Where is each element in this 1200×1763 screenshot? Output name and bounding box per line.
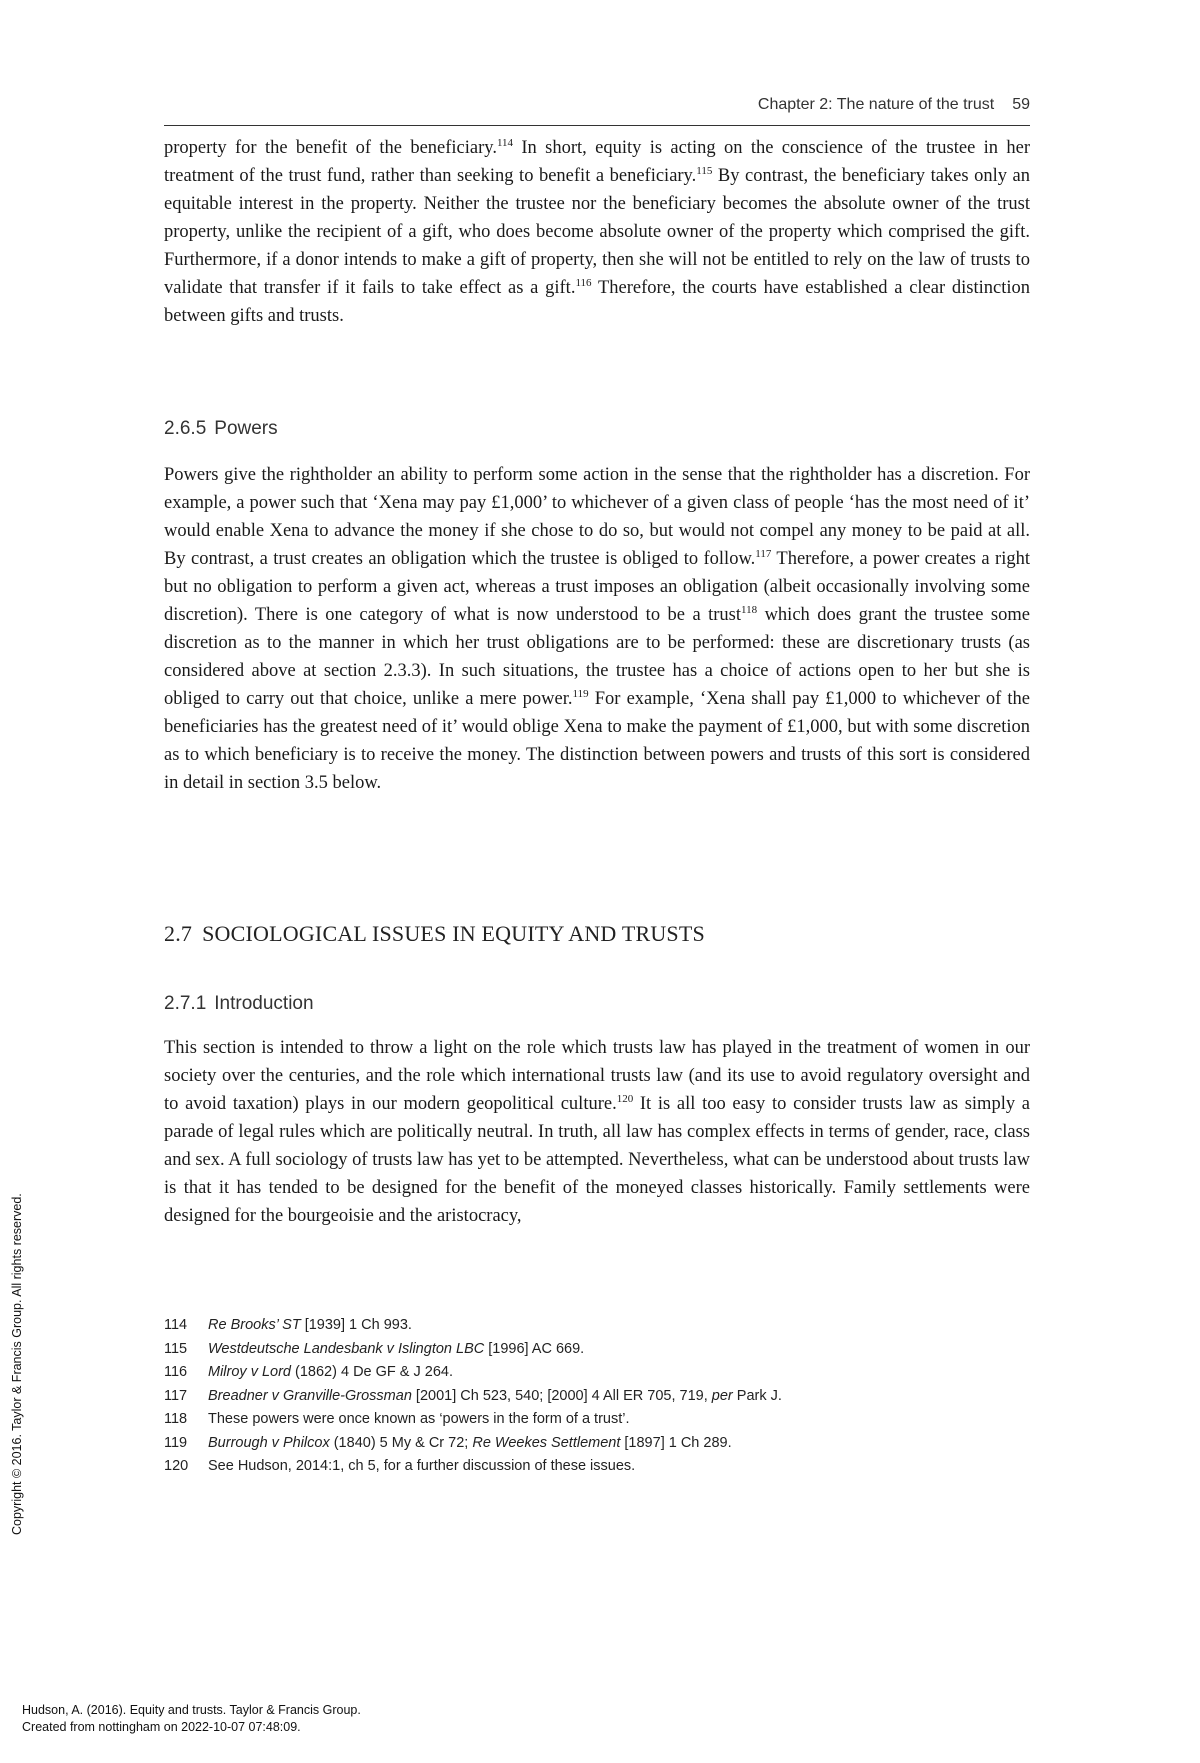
source-citation <box>22 1702 361 1736</box>
footnotes-list <box>164 1314 1030 1479</box>
citation-line-2: Created from nottingham on 2022-10-07 07:48:09. <box>22 1720 301 1734</box>
footnote-120: 120 See Hudson, 2014:1, ch 5, for a further discussion of these issues. <box>164 1458 636 1474</box>
paragraph-introduction: This section is intended to throw a light on the role which trusts law has played in the treatment of women in our society over the centuries, and the role which international trusts law (and its use to avoid regulatory oversight and to avoid taxation) plays in our modern geopolitical culture.$^{120}$ It is all too easy to consider trusts law as simply a parade of legal rules which are politically neutral. In truth, all law has complex effects in terms of gender, race, class and sex. A full sociology of trusts law has yet to be attempted. Nevertheless, what can be understood about trusts law is that it has tended to be designed for the benefit of the moneyed classes historically. Family settlements were designed for the bourgeoisie and the aristocracy, <box>164 1038 1030 1226</box>
citation-line-1: Hudson, A. (2016). Equity and trusts. Taylor & Francis Group. <box>22 1703 361 1717</box>
footnote-ref-115[interactable]: 115 <box>696 164 713 177</box>
section-heading-powers: 2.6.5 Powers <box>164 418 278 439</box>
footnote-ref-119[interactable]: 119 <box>572 687 589 700</box>
copyright-notice: Copyright © 2016. Taylor & Francis Group. All rights reserved. <box>10 1193 24 1535</box>
section-heading-sociological: 2.7 SOCIOLOGICAL ISSUES IN EQUITY AND TRUSTS <box>164 921 705 946</box>
footnote-ref-118[interactable]: 118 <box>741 603 758 616</box>
footnote-ref-114[interactable]: 114 <box>496 136 514 149</box>
running-title: Chapter 2: The nature of the trust <box>757 96 995 113</box>
paragraph-powers: Powers give the rightholder an ability to perform some action in the sense that the rightholder has a discretion. For example, a power such that ‘Xena may pay £1,000’ to whichever of a given class of people ‘has the most need of it’ would enable Xena to advance the money if she chose to do so, but would not compel any money to be paid at all. By contrast, a trust creates an obligation which the trustee is obliged to follow.$^{117}$ Therefore, a power creates a right but no obligation to perform a given act, whereas a trust imposes an obligation (albeit occasionally involving some discretion). There is one category of what is now understood to be a trust$^{118}$ which does grant the trustee some discretion as to the manner in which her trust obligations are to be performed: these are discretionary trusts (as considered above at section 2.3.3). In such situations, the trustee has a choice of actions open to her but she is obliged to carry out that choice, unlike a mere power.$^{119}$ For example, ‘Xena shall pay £1,000 to whichever of the beneficiaries has the greatest need of it’ would oblige Xena to make the payment of £1,000, but with some discretion as to which beneficiary is to receive the money. The distinction between powers and trusts of this sort is considered in detail in section 3.5 below. <box>164 465 1031 793</box>
header-rule <box>164 125 1030 126</box>
footnote-119: 119 Burrough v Philcox (1840) 5 My & Cr 72; Re Weekes Settlement [1897] 1 Ch 289. <box>164 1434 732 1451</box>
footnote-114: 114 Re Brooks’ ST [1939] 1 Ch 993. <box>164 1317 412 1333</box>
paragraph-gifts-trusts: property for the benefit of the beneficiary.$^{114}$ In short, equity is acting on the conscience of the trustee in her treatment of the trust fund, rather than seeking to benefit a beneficiary.$^{115}$ By contrast, the beneficiary takes only an equitable interest in the property. Neither the trustee nor the beneficiary becomes the absolute owner of the trust property, unlike the recipient of a gift, who does become absolute owner of the property which comprised the gift. Furthermore, if a donor intends to make a gift of property, then she will not be entitled to rely on the law of trusts to validate that transfer if it fails to take effect as a gift.$^{116}$ Therefore, the courts have established a clear distinction between gifts and trusts. <box>164 136 1031 326</box>
footnote-115: 115 Westdeutsche Landesbank v Islington LBC [1996] AC 669. <box>164 1340 585 1357</box>
footnote-ref-116[interactable]: 116 <box>575 276 592 289</box>
footnote-ref-120[interactable]: 120 <box>616 1092 634 1105</box>
footnote-ref-117[interactable]: 117 <box>755 547 772 560</box>
page-number: 59 <box>1012 96 1030 113</box>
footnote-116: 116 Milroy v Lord (1862) 4 De GF & J 264. <box>164 1364 453 1380</box>
footnote-118: 118 These powers were once known as ‘powers in the form of a trust’. <box>164 1411 630 1427</box>
section-heading-introduction: 2.7.1 Introduction <box>164 993 314 1014</box>
footnote-117: 117 Breadner v Granville-Grossman [2001] Ch 523, 540; [2000] 4 All ER 705, 719, per Park J. <box>164 1387 782 1404</box>
running-header <box>164 96 1030 114</box>
